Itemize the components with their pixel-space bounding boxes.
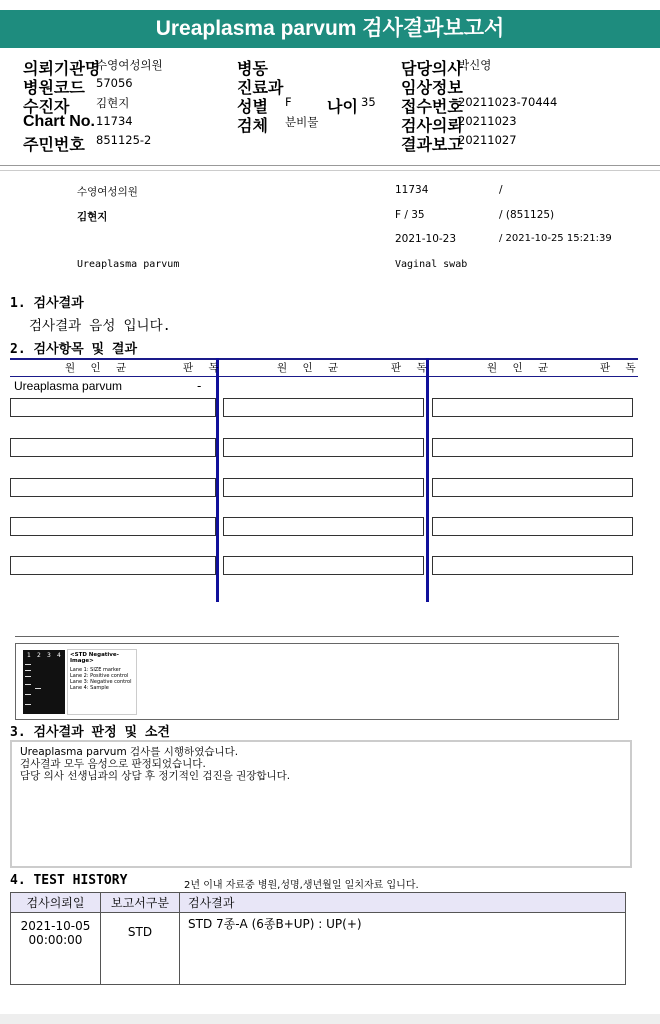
result-grid xyxy=(10,358,642,602)
sub-specimen: Vaginal swab xyxy=(395,259,468,270)
empty-result-cell xyxy=(432,556,633,575)
empty-result-cell xyxy=(432,438,633,457)
empty-result-cell xyxy=(223,438,424,457)
examinee-value: 김현지 xyxy=(96,96,130,110)
empty-result-cell xyxy=(10,398,216,417)
lane-number: 1 xyxy=(27,652,31,659)
report-date-label: 결과보고 xyxy=(401,135,463,154)
empty-result-cell xyxy=(10,556,216,575)
request-date-label: 검사의뢰 xyxy=(401,116,463,135)
history-date-cell xyxy=(11,913,101,985)
history-result: STD 7종-A (6종B+UP) : UP(+) xyxy=(180,913,626,985)
empty-result-cell xyxy=(223,556,424,575)
grid-header-border xyxy=(10,376,638,377)
gel-legend-line: Lane 3: Negative control xyxy=(70,679,132,685)
receipt-no-value: 20211023-70444 xyxy=(458,95,558,109)
rrn-value: 851125-2 xyxy=(96,133,152,147)
doctor-value: 박신영 xyxy=(458,58,492,72)
empty-result-cell xyxy=(223,517,424,536)
section1-title: 1. 검사결과 xyxy=(10,296,84,311)
chart-value: 11734 xyxy=(96,114,133,128)
divider xyxy=(0,170,660,171)
receipt-no-label: 접수번호 xyxy=(401,97,463,116)
page-bottom-bar xyxy=(0,1014,660,1024)
opinion-line: Ureaplasma parvum 검사를 시행하였습니다. xyxy=(20,746,239,758)
table-row xyxy=(11,913,626,985)
history-header-type: 보고서구분 xyxy=(101,893,180,913)
gel-legend xyxy=(67,649,137,715)
specimen-value: 분비물 xyxy=(285,115,319,129)
gel-image-frame xyxy=(15,643,619,720)
institution-label: 의뢰기관명 xyxy=(23,59,101,78)
request-date-value: 20211023 xyxy=(458,114,517,128)
examinee-label: 수진자 xyxy=(23,97,70,116)
empty-result-cell xyxy=(432,478,633,497)
ward-label: 병동 xyxy=(237,59,268,78)
sub-test-name: Ureaplasma parvum xyxy=(77,259,180,270)
section1-result-text: 검사결과 음성 입니다. xyxy=(29,318,171,334)
gel-legend-line: Lane 2: Positive control xyxy=(70,673,129,679)
section2-title: 2. 검사항목 및 결과 xyxy=(10,342,138,357)
col-header-judgement: 판 독 xyxy=(391,362,433,374)
gel-band xyxy=(25,684,31,685)
opinion-box xyxy=(10,740,632,868)
clinical-info-label: 임상정보 xyxy=(401,78,463,97)
history-header-result: 검사결과 xyxy=(180,893,626,913)
empty-result-cell xyxy=(432,398,633,417)
section3-title: 3. 검사결과 판정 및 소견 xyxy=(10,725,170,740)
gel-legend-line: Lane 1: SIZE marker xyxy=(70,667,121,673)
gel-band xyxy=(35,688,41,689)
col-header-pathogen: 원 인 균 xyxy=(65,362,133,374)
chart-label: Chart No. xyxy=(23,113,95,130)
col-header-judgement: 판 독 xyxy=(183,362,225,374)
gel-band xyxy=(25,676,31,677)
opinion-line: 검사결과 모두 음성으로 판정되었습니다. xyxy=(20,758,206,770)
grid-divider xyxy=(216,358,219,602)
sub-date1: 2021-10-23 xyxy=(395,233,457,245)
report-date-value: 20211027 xyxy=(458,133,517,147)
lane-number: 4 xyxy=(57,652,61,659)
age-value: 35 xyxy=(361,95,376,109)
sex-label: 성별 xyxy=(237,97,268,116)
sub-slash: / xyxy=(499,184,503,196)
col-header-pathogen: 원 인 균 xyxy=(487,362,555,374)
gel-legend-line: Lane 4: Sample xyxy=(70,685,109,691)
col-header-pathogen: 원 인 균 xyxy=(277,362,345,374)
department-label: 진료과 xyxy=(237,78,284,97)
gel-band xyxy=(25,704,31,705)
gel-band xyxy=(25,670,31,671)
sub-date2: / 2021-10-25 15:21:39 xyxy=(499,233,612,244)
sub-sex-age: F / 35 xyxy=(395,209,425,221)
history-type: STD xyxy=(101,913,180,985)
rrn-label: 주민번호 xyxy=(23,135,85,154)
hospital-code-value: 57056 xyxy=(96,76,133,90)
result-judgement: - xyxy=(197,379,202,393)
empty-result-cell xyxy=(10,438,216,457)
report-title: Ureaplasma parvum 검사결과보고서 xyxy=(0,10,660,48)
history-time: 00:00:00 xyxy=(28,933,83,947)
gel-legend-title: <STD Negative-Image> xyxy=(70,652,119,664)
doctor-label: 담당의사 xyxy=(401,59,463,78)
empty-result-cell xyxy=(223,398,424,417)
specimen-label: 검체 xyxy=(237,116,268,135)
section4-title: 4. TEST HISTORY xyxy=(10,873,128,888)
gel-band xyxy=(25,664,31,665)
divider xyxy=(15,636,619,637)
gel-band xyxy=(25,694,31,695)
age-label: 나이 xyxy=(327,97,358,116)
sex-value: F xyxy=(285,95,292,109)
sub-rrn: / (851125) xyxy=(499,209,555,221)
lane-number: 3 xyxy=(47,652,51,659)
institution-value: 수영여성의원 xyxy=(96,58,163,72)
lane-number: 2 xyxy=(37,652,41,659)
history-header-date: 검사의뢰일 xyxy=(11,893,101,913)
history-note: 2년 이내 자료중 병원,성명,생년월일 일치자료 입니다. xyxy=(184,880,419,891)
result-pathogen-name: Ureaplasma parvum xyxy=(14,379,123,393)
grid-divider xyxy=(426,358,429,602)
empty-result-cell xyxy=(432,517,633,536)
gel-electrophoresis-image xyxy=(23,650,65,714)
col-header-judgement: 판 독 xyxy=(600,362,642,374)
empty-result-cell xyxy=(10,478,216,497)
sub-institution: 수영여성의원 xyxy=(77,186,138,198)
sub-name: 김현지 xyxy=(77,211,108,223)
empty-result-cell xyxy=(10,517,216,536)
hospital-code-label: 병원코드 xyxy=(23,78,85,97)
empty-result-cell xyxy=(223,478,424,497)
opinion-line: 담당 의사 선생님과의 상담 후 정기적인 검진을 권장합니다. xyxy=(20,770,291,782)
patient-info-header xyxy=(0,52,660,166)
test-history-table xyxy=(10,892,626,985)
history-date: 2021-10-05 xyxy=(20,919,91,933)
sub-chart: 11734 xyxy=(395,184,429,196)
